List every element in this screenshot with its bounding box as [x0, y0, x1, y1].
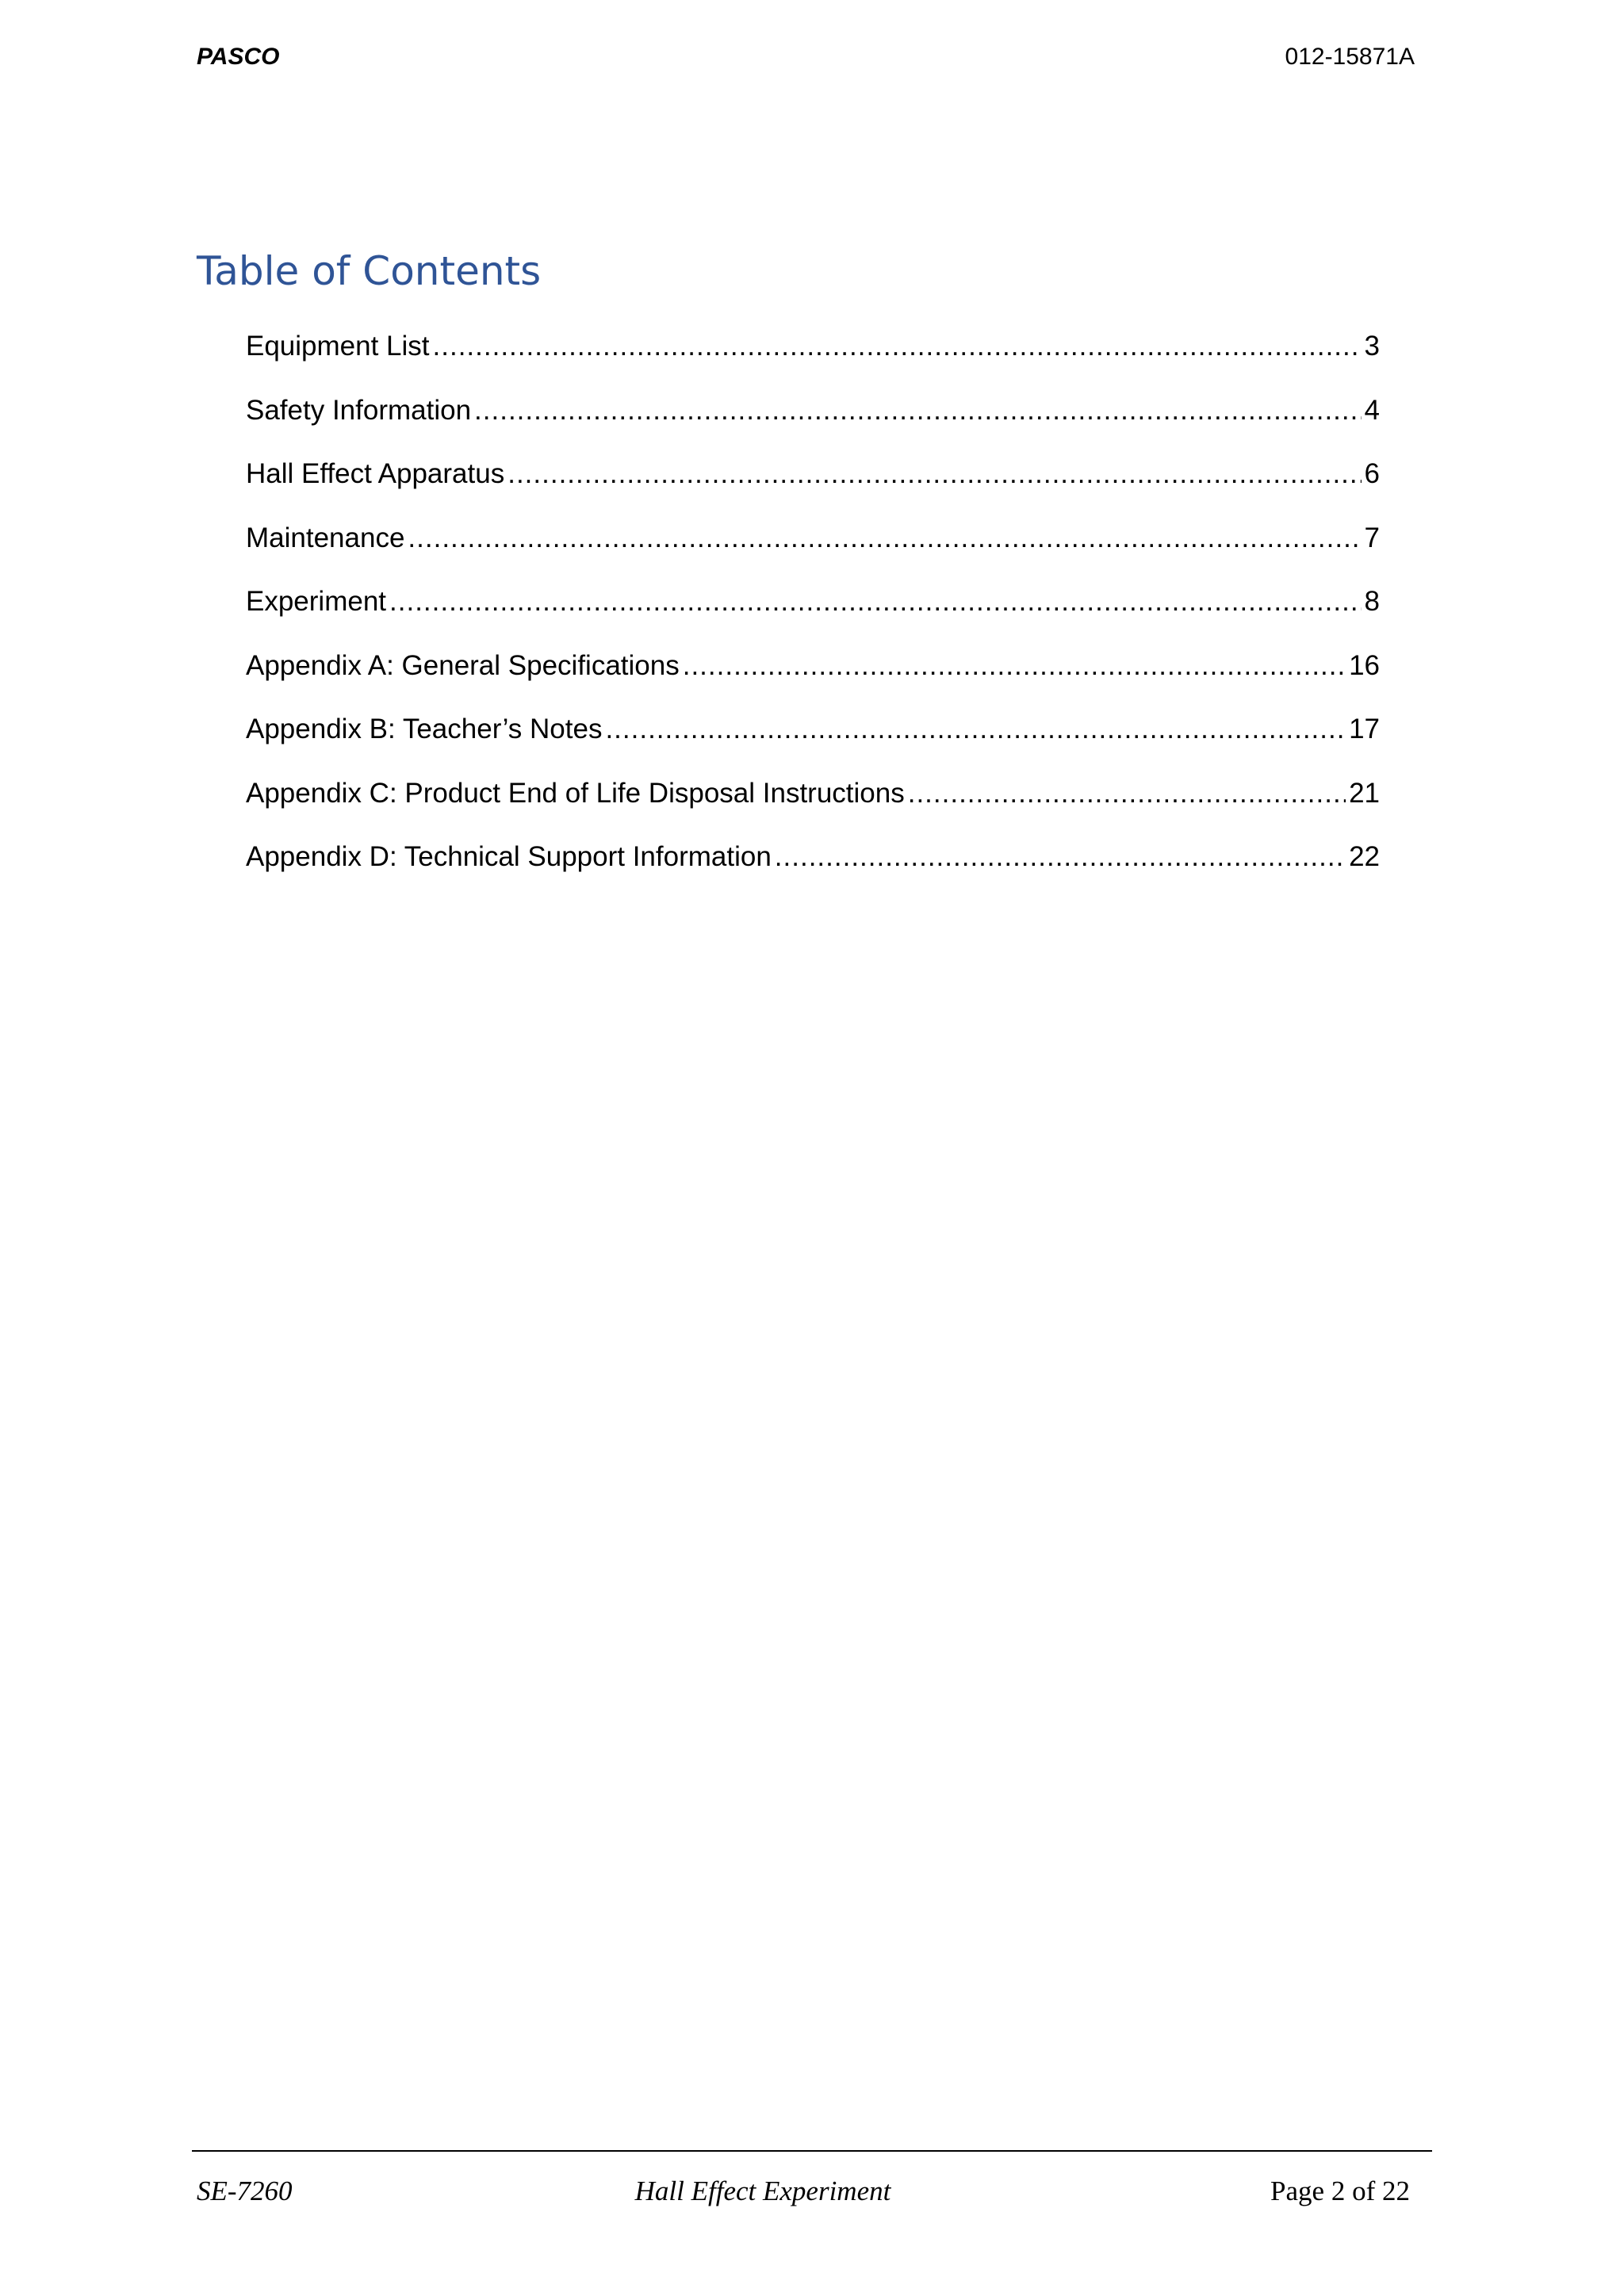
toc-dot-leader [683, 646, 1346, 686]
toc-dot-leader [389, 582, 1362, 622]
toc-entry-label: Appendix B: Teacher’s Notes [246, 714, 603, 744]
toc-entry-page: 8 [1364, 586, 1380, 617]
toc-dot-leader [908, 774, 1346, 813]
toc-entry-hall-effect-apparatus[interactable] [246, 454, 1380, 519]
toc-entry-page: 6 [1364, 458, 1380, 489]
toc-entry-page: 17 [1349, 714, 1380, 744]
toc-entry-appendix-b[interactable] [246, 710, 1380, 774]
toc-list [246, 327, 1380, 901]
toc-entry-label: Safety Information [246, 394, 472, 426]
toc-entry-label: Appendix D: Technical Support Information [246, 841, 772, 872]
toc-entry-label: Hall Effect Apparatus [246, 458, 505, 489]
header-brand: PASCO [197, 44, 280, 70]
toc-entry-label: Appendix C: Product End of Life Disposal Instructions [246, 777, 905, 809]
toc-entry-equipment-list[interactable] [246, 327, 1380, 391]
toc-entry-maintenance[interactable] [246, 519, 1380, 583]
header-doc-number: 012-15871A [1285, 44, 1415, 70]
toc-dot-leader [474, 391, 1361, 430]
footer-model: SE-7260 [197, 2175, 293, 2206]
toc-dot-leader [775, 837, 1346, 877]
toc-dot-leader [508, 454, 1361, 494]
toc-dot-leader [605, 710, 1346, 749]
toc-entry-safety-information[interactable] [246, 391, 1380, 455]
footer-divider [192, 2150, 1432, 2152]
toc-entry-page: 3 [1364, 331, 1380, 362]
toc-entry-page: 7 [1364, 522, 1380, 553]
toc-dot-leader [433, 327, 1362, 366]
toc-entry-experiment[interactable] [246, 582, 1380, 646]
toc-entry-label: Appendix A: General Specifications [246, 649, 680, 681]
toc-entry-label: Maintenance [246, 522, 405, 553]
toc-entry-page: 21 [1349, 777, 1380, 809]
toc-title: Table of Contents [197, 248, 542, 294]
toc-entry-appendix-c[interactable] [246, 774, 1380, 838]
toc-entry-page: 16 [1349, 649, 1380, 681]
toc-entry-page: 4 [1364, 394, 1380, 426]
toc-entry-label: Equipment List [246, 331, 430, 362]
footer-page-number: Page 2 of 22 [1270, 2175, 1410, 2206]
toc-entry-label: Experiment [246, 586, 387, 617]
toc-entry-appendix-a[interactable] [246, 646, 1380, 710]
toc-entry-appendix-d[interactable] [246, 837, 1380, 901]
toc-entry-page: 22 [1349, 841, 1380, 872]
footer-title: Hall Effect Experiment [634, 2175, 891, 2206]
toc-dot-leader [408, 519, 1361, 558]
